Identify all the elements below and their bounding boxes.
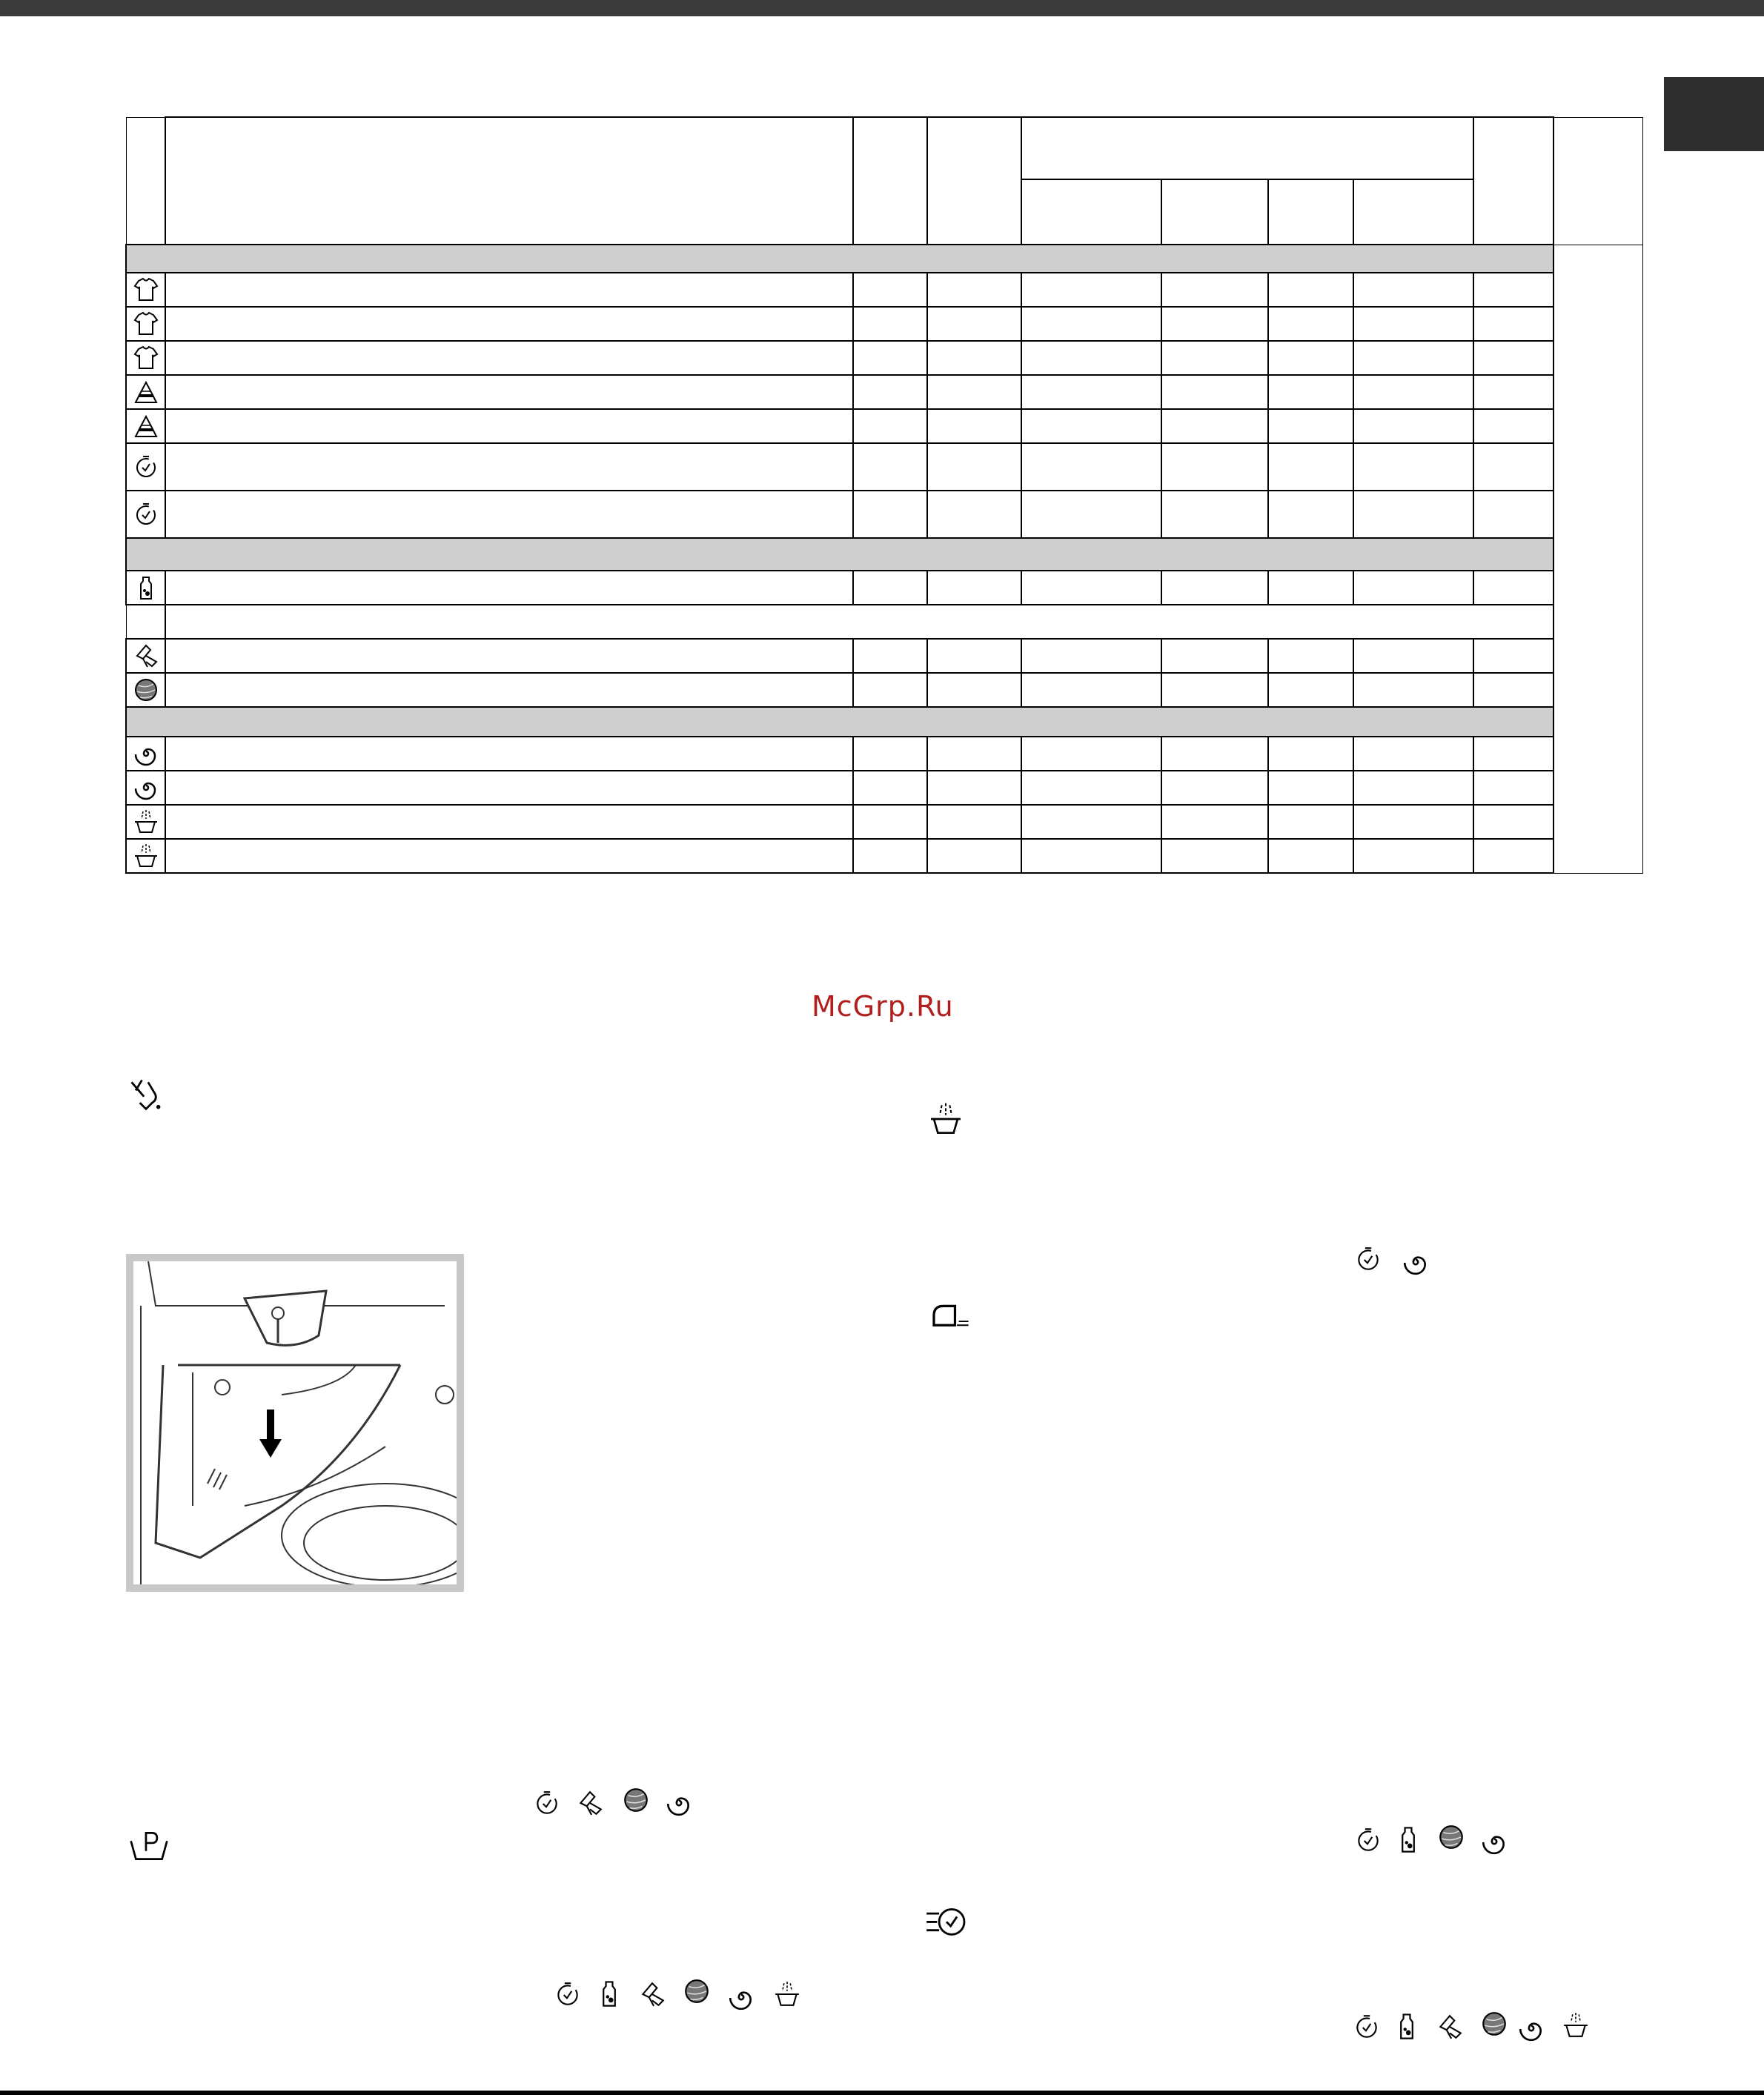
rinse-icon (132, 809, 160, 835)
delicates-icon (575, 1789, 605, 1817)
baby-bottle-icon (594, 1979, 624, 2008)
spin-icon (664, 1789, 694, 1817)
delicates-icon (1435, 2013, 1465, 2041)
stain-icon (125, 1076, 168, 1113)
spin-icon (1516, 2014, 1546, 2042)
wool-icon (1436, 1823, 1466, 1851)
table-row (126, 375, 1643, 409)
timer-icon (553, 1980, 583, 2008)
language-tab (1664, 77, 1764, 151)
table-row (126, 839, 1643, 873)
table-header-row (126, 117, 1643, 179)
wool-icon (621, 1786, 651, 1814)
right-column-span (1554, 245, 1643, 873)
spin-icon (726, 1983, 756, 2011)
table-row (126, 491, 1643, 538)
wool-icon (1479, 2010, 1509, 2038)
table-row (126, 571, 1643, 605)
baby-bottle-icon (1393, 1825, 1423, 1854)
synthetics-icon (132, 379, 160, 405)
bottom-rule (0, 2091, 1764, 2095)
timer-icon (1353, 1826, 1383, 1854)
table-row (126, 771, 1643, 805)
easy-iron-icon (922, 1298, 978, 1331)
rinse-icon (1561, 2011, 1591, 2039)
programme-table (125, 116, 1643, 874)
shirt-icon (132, 276, 160, 303)
wool-icon (132, 677, 160, 703)
delicates-icon (637, 1980, 667, 2008)
section-band (126, 538, 1643, 571)
delicates-icon (132, 643, 160, 669)
top-bar (0, 0, 1764, 16)
watermark: McGrp.Ru (812, 990, 954, 1023)
baby-bottle-icon (1392, 2011, 1422, 2041)
table-row (126, 409, 1643, 443)
shirt-icon (132, 311, 160, 337)
table-row (126, 737, 1643, 771)
table-row (126, 443, 1643, 491)
table-row (126, 639, 1643, 673)
table-row (126, 673, 1643, 707)
table-row (126, 273, 1643, 307)
baby-bottle-icon (132, 574, 160, 601)
timer-icon (132, 454, 160, 480)
table-row (126, 341, 1643, 375)
timer-icon (1353, 1245, 1383, 1273)
table-row (126, 805, 1643, 839)
rinse-icon (922, 1101, 969, 1137)
spin-icon (1479, 1827, 1509, 1856)
section-band (126, 707, 1643, 737)
wool-icon (682, 1977, 712, 2005)
spin-icon (132, 740, 160, 767)
synthetics-icon (132, 413, 160, 439)
table-row-merged (126, 605, 1643, 639)
timer-icon (132, 501, 160, 528)
rapid-timer-icon (922, 1903, 971, 1939)
spin-icon (132, 774, 160, 801)
detergent-drawer-illustration (126, 1254, 464, 1592)
rinse-icon (772, 1980, 802, 2008)
shirt-icon (132, 345, 160, 371)
prewash-icon (126, 1829, 172, 1863)
table-row (126, 307, 1643, 341)
rinse-icon (132, 843, 160, 869)
timer-icon (532, 1789, 562, 1817)
spin-icon (1401, 1248, 1430, 1276)
timer-icon (1352, 2013, 1382, 2041)
section-band (126, 245, 1643, 273)
